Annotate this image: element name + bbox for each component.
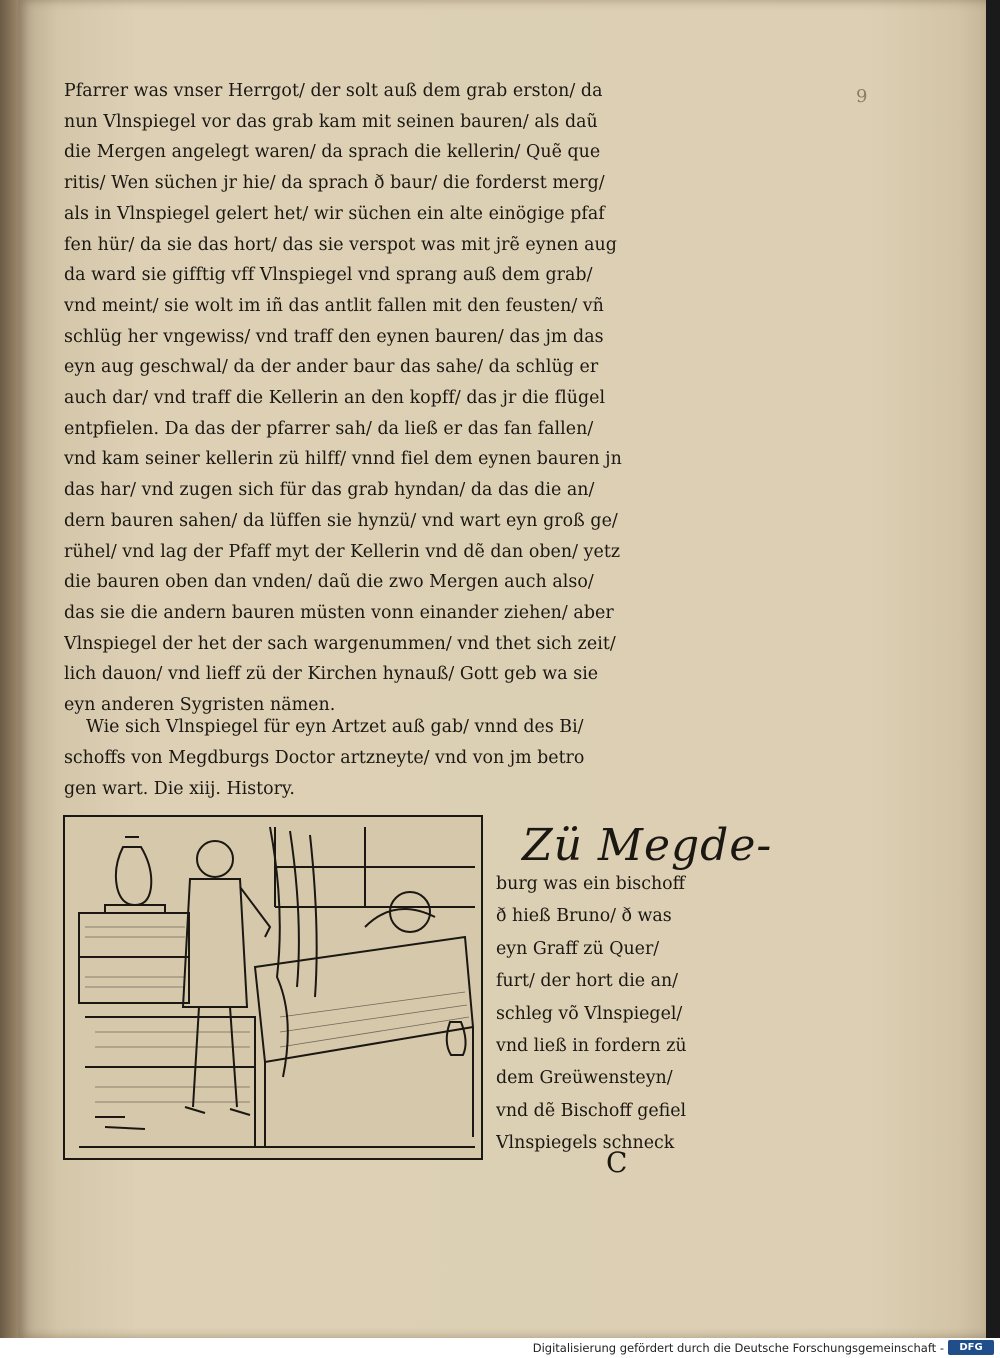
text-line: Vlnspiegel der het der sach wargenummen/ vnd thet sich zeit/ xyxy=(64,633,616,654)
text-line: burg was ein bischoff xyxy=(496,874,685,894)
text-line: nun Vlnspiegel vor das grab kam mit seinen bauren/ als daũ xyxy=(64,111,598,132)
side-column-text xyxy=(496,868,766,1160)
text-line: ritis/ Wen süchen jr hie/ da sprach ð baur/ die forderst merg/ xyxy=(64,173,605,194)
body-text xyxy=(64,76,764,721)
text-line: die bauren oben dan vnden/ daũ die zwo Mergen auch also/ xyxy=(64,572,594,593)
text-line: fen hür/ da sie das hort/ das sie verspot was mit jrẽ eynen aug xyxy=(64,234,617,255)
text-line: vnd dẽ Bischoff gefiel xyxy=(496,1100,687,1121)
text-line: das har/ vnd zugen sich für das grab hyndan/ da das die an/ xyxy=(64,480,595,501)
text-line: eyn Graff zü Quer/ xyxy=(496,938,660,959)
text-line: Vlnspiegels schneck xyxy=(496,1133,675,1154)
text-line: vnd ließ in fordern zü xyxy=(496,1036,687,1057)
funding-credit: Digitalisierung gefördert durch die Deutsche Forschungsgemeinschaft - xyxy=(532,1341,944,1355)
dfg-logo-icon: DFG xyxy=(948,1340,994,1355)
text-line: die Mergen angelegt waren/ da sprach die kellerin/ Quẽ que xyxy=(64,142,601,163)
text-line: schleg võ Vlnspiegel/ xyxy=(496,1003,683,1024)
text-line: entpfielen. Da das der pfarrer sah/ da ließ er das fan fallen/ xyxy=(64,418,594,439)
text-line: eyn aug geschwal/ da der ander baur das sahe/ da schlüg er xyxy=(64,357,599,378)
heading-line: schoffs von Megdburgs Doctor artzneyte/ vnd von jm betro xyxy=(64,748,585,768)
woodcut-illustration xyxy=(63,815,483,1160)
text-line: furt/ der hort die an/ xyxy=(496,971,679,992)
chapter-heading xyxy=(64,712,764,805)
heading-line: gen wart. Die xiij. History. xyxy=(64,779,295,799)
text-line: da ward sie gifftig vff Vlnspiegel vnd sprang auß dem grab/ xyxy=(64,265,593,286)
book-gutter xyxy=(0,0,18,1338)
catchword: C xyxy=(606,1146,628,1179)
folio-number: 9 xyxy=(856,86,868,107)
text-line: lich dauon/ vnd lieff zü der Kirchen hynauß/ Gott geb wa sie xyxy=(64,664,599,685)
text-line: rühel/ vnd lag der Pfaff myt der Kellerin vnd dẽ dan oben/ yetz xyxy=(64,541,621,562)
text-line: dern bauren sahen/ da lüffen sie hynzü/ vnd wart eyn groß ge/ xyxy=(64,510,618,531)
text-line: eyn anderen Sygristen nämen. xyxy=(64,695,336,716)
text-line: schlüg her vngewiss/ vnd traff den eynen bauren/ das jm das xyxy=(64,326,604,347)
footer-bar xyxy=(0,1338,1000,1358)
heading-line: Wie sich Vlnspiegel für eyn Artzet auß gab/ vnnd des Bi/ xyxy=(86,717,584,737)
text-line: als in Vlnspiegel gelert het/ wir süchen ein alte einögige pfaf xyxy=(64,203,605,224)
text-line: vnd meint/ sie wolt im iñ das antlit fallen mit den feusten/ vñ xyxy=(64,295,604,316)
text-line: Pfarrer was vnser Herrgot/ der solt auß dem grab erston/ da xyxy=(64,81,603,101)
initial-line: Zü Megde- xyxy=(522,820,773,871)
text-line: ð hieß Bruno/ ð was xyxy=(496,906,672,927)
text-line: dem Greüwensteyn/ xyxy=(496,1068,673,1089)
text-line: vnd kam seiner kellerin zü hilff/ vnnd fiel dem eynen bauren jn xyxy=(64,449,622,470)
woodcut-drawing xyxy=(65,817,481,1158)
text-line: auch dar/ vnd traff die Kellerin an den kopff/ das jr die flügel xyxy=(64,388,606,409)
text-line: das sie die andern bauren müsten vonn einander ziehen/ aber xyxy=(64,602,614,623)
